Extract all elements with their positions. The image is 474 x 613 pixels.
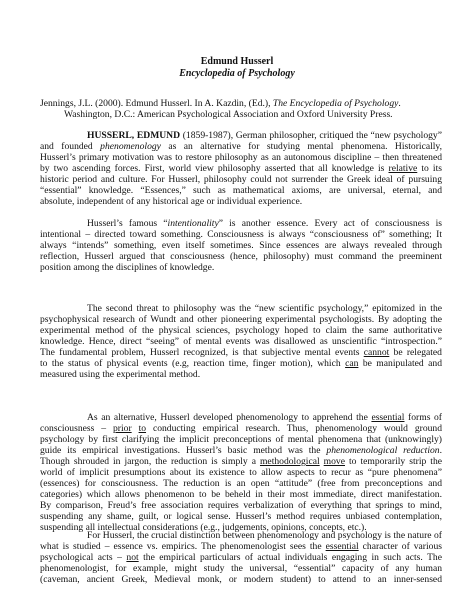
citation-line-2: Washington, D.C.: American Psychological Association and Oxford University Press. [64,109,393,120]
paragraph-4: As an alternative, Husserl developed phenomenology to apprehend the essential forms of consciousness – prior to conducting empirical research. Thus, phenomenology would ground psychology by first clarifying the implicit preconceptions of mental phenomena that (unknowingly) guide its empirical investigations. Husserl’s basic method was the phenomenological reduction. Though shrouded in jargon, the reduction is simply a methodological move to temporarily strip the world of implicit presumptions about its existence to allow aspects to recur as “pure phenomena” (essences) for consciousness. The reduction is an open “attitude” (free from preconceptions and categories) which allows phenomenon to be beheld in their most immediate, direct manifestation. By comparison, Freud’s free association requires verbalization of everything that springs to mind, suspending any shame, guilt, or logical sense. Husserl’s method requires unbiased contemplation, suspending all intellectual considerations (e.g., judgements, opinions, concepts, etc.). [40,412,443,533]
document-title: Edmund Husserl [200,56,274,67]
document-subtitle: Encyclopedia of Psychology [179,68,295,79]
entry-heading: HUSSERL, EDMUND [87,130,181,141]
paragraph-3: The second threat to philosophy was the “new scientific psychology,” epitomized in the psychophysical research of Wundt and other pioneering experimental psychologists. By adopting the experimental method of the physical sciences, psychology hoped to claim the same authoritative knowledge. Hence, direct “seeing” of mental events was disallowed as unscientific “introspection.” The fundamental problem, Husserl recognized, is that subjective mental events cannot be relegated to the status of physical events (e.g, reaction time, finger motion), which can be manipulated and measured using the experimental method. [40,303,442,380]
citation-line-1: Jennings, J.L. (2000). Edmund Husserl. In A. Kazdin, (Ed.), The Encyclopedia of Psychology. [40,98,401,109]
paragraph-1: HUSSERL, EDMUND (1859-1987), German philosopher, critiqued the “new psychology” and founded phenomenology as an alternative for studying mental phenomena. Historically, Husserl’s primary motivation was to restore philosophy as an autonomous discipline – then threatened by two ascending forces. First, world view philosophy asserted that all knowledge is relative to its historic period and culture. For Husserl, philosophy could not surrender the Greek ideal of pursuing “essential” knowledge. “Essences,” such as mathematical axioms, are universal, eternal, and absolute, independent of any historical age or individual experience. [40,130,442,207]
paragraph-5: For Husserl, the crucial distinction between phenomenology and psychology is the nature of what is studied – essence vs. empirics. The phenomenologist sees the essential character of various psychological acts – not the empirical particulars of actual individuals engaging in such acts. The phenomenologist, for example, might study the universal, “essential” capacity of any human (caveman, ancient Greek, Medieval monk, or modern student) to attend to an inner-sensed [40,530,442,585]
paragraph-2: Husserl’s famous “intentionality” is another essence. Every act of consciousness is intentional – directed toward something. Consciousness is always “consciousness of” something; It always “intends” something, even itself sometimes. Since essences are always revealed through reflection, Husserl argued that consciousness (hence, philosophy) must command the preeminent position among the disciplines of knowledge. [40,218,442,273]
citation [40,98,440,120]
